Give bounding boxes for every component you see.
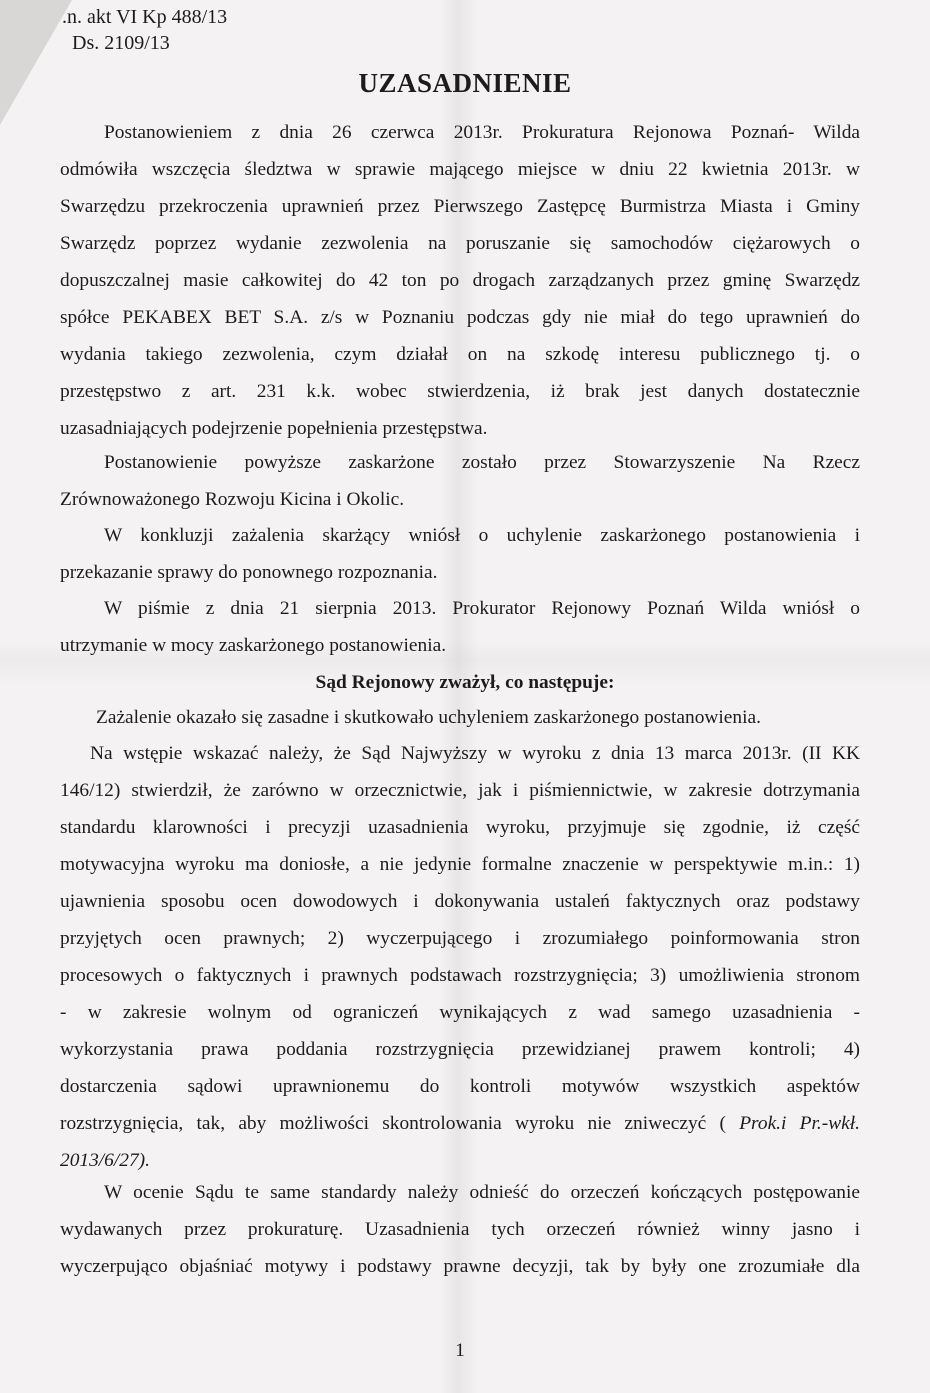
case-number: .n. akt VI Kp 488/13 (62, 6, 228, 28)
text-line: Postanowieniem z dnia 26 czerwca 2013r. Prokuratura Rejonowa Poznań- Wilda (104, 122, 860, 143)
text-line: Zażalenie okazało się zasadne i skutkowało uchyleniem zaskarżonego postanowienia. (96, 707, 761, 728)
citation: Prok.i Pr.-wkł. (739, 1113, 860, 1134)
text-line: przekazanie sprawy do ponownego rozpoznania. (60, 562, 438, 583)
section-heading: Sąd Rejonowy zważył, co następuje: (315, 672, 615, 693)
text-line: wydawanych przez prokuraturę. Uzasadnienia tych orzeczeń również winny jasno i (60, 1219, 860, 1240)
paragraph-1 (60, 114, 860, 447)
text-line: motywacyjna wyroku ma doniosłe, a nie jedynie formalne znaczenie w perspektywie m.in.: 1) (60, 854, 860, 875)
text-line: W konkluzji zażalenia skarżący wniósł o uchylenie zaskarżonego postanowienia i (104, 525, 860, 546)
paragraph-3 (60, 517, 860, 591)
text-line: standardu klarowności i precyzji uzasadnienia wyroku, przyjmuje się zgodnie, iż część (60, 817, 860, 838)
text-line: - w zakresie wolnym od ograniczeń wynikających z wad samego uzasadnienia - (60, 1002, 860, 1023)
text-line: wykorzystania prawa poddania rozstrzygnięcia przewidzianej prawem kontroli; 4) (60, 1039, 860, 1060)
text-line: spółce PEKABEX BET S.A. z/s w Poznaniu podczas gdy nie miał do tego uprawnień do (60, 307, 860, 328)
text-line: Na wstępie wskazać należy, że Sąd Najwyższy w wyroku z dnia 13 marca 2013r. (II KK (90, 743, 860, 764)
text-line: odmówiła wszczęcia śledztwa w sprawie mającego miejsce w dniu 22 kwietnia 2013r. w (60, 159, 860, 180)
text-line: uzasadniających podejrzenie popełnienia przestępstwa. (60, 418, 488, 439)
text-line: utrzymanie w mocy zaskarżonego postanowienia. (60, 635, 447, 656)
paragraph-2 (60, 444, 860, 518)
text-line-part: rozstrzygnięcia, tak, aby możliwości skontrolowania wyroku nie zniweczyć ( (60, 1113, 740, 1134)
text-line: dopuszczalnej masie całkowitej do 42 ton po drogach zarządzanych przez gminę Swarzędz (60, 270, 860, 291)
paragraph-6 (60, 735, 860, 1179)
document-title: UZASADNIENIE (358, 68, 572, 98)
paragraph-7 (60, 1174, 860, 1285)
text-line: Swarzędzu przekroczenia uprawnień przez Pierwszego Zastępcę Burmistrza Miasta i Gminy (60, 196, 860, 217)
case-signature (62, 4, 227, 56)
paragraph-4 (60, 590, 860, 664)
text-line: W piśmie z dnia 21 sierpnia 2013. Prokurator Rejonowy Poznań Wilda wniósł o (104, 598, 860, 619)
text-line: przestępstwo z art. 231 k.k. wobec stwierdzenia, iż brak jest danych dostatecznie (60, 381, 860, 402)
page-number: 1 (455, 1340, 465, 1361)
ds-number: Ds. 2109/13 (72, 32, 170, 54)
text-line: przyjętych ocen prawnych; 2) wyczerpującego i zrozumiałego poinformowania stron (60, 928, 860, 949)
text-line: dostarczenia sądowi uprawnionemu do kontroli motywów wszystkich aspektów (60, 1076, 860, 1097)
citation: 2013/6/27). (60, 1150, 150, 1171)
paragraph-5 (60, 699, 860, 736)
text-line: W ocenie Sądu te same standardy należy odnieść do orzeczeń kończących postępowanie (104, 1182, 860, 1203)
text-line: wyczerpująco objaśniać motywy i podstawy prawne decyzji, tak by były one zrozumiałe dla (60, 1256, 860, 1277)
text-line: procesowych o faktycznych i prawnych podstawach rozstrzygnięcia; 3) umożliwienia stronom (60, 965, 860, 986)
text-line: 146/12) stwierdził, że zarówno w orzecznictwie, jak i piśmiennictwie, w zakresie dotrzymania (60, 780, 860, 801)
text-line (60, 1105, 860, 1142)
text-line: wydania takiego zezwolenia, czym działał on na szkodę interesu publicznego tj. o (60, 344, 860, 365)
text-line: ujawnienia sposobu ocen dowodowych i dokonywania ustaleń faktycznych oraz podstawy (60, 891, 860, 912)
text-line: Postanowienie powyższe zaskarżone zostało przez Stowarzyszenie Na Rzecz (104, 452, 860, 473)
text-line: Zrównoważonego Rozwoju Kicina i Okolic. (60, 489, 405, 510)
text-line: Swarzędz poprzez wydanie zezwolenia na poruszanie się samochodów ciężarowych o (60, 233, 860, 254)
